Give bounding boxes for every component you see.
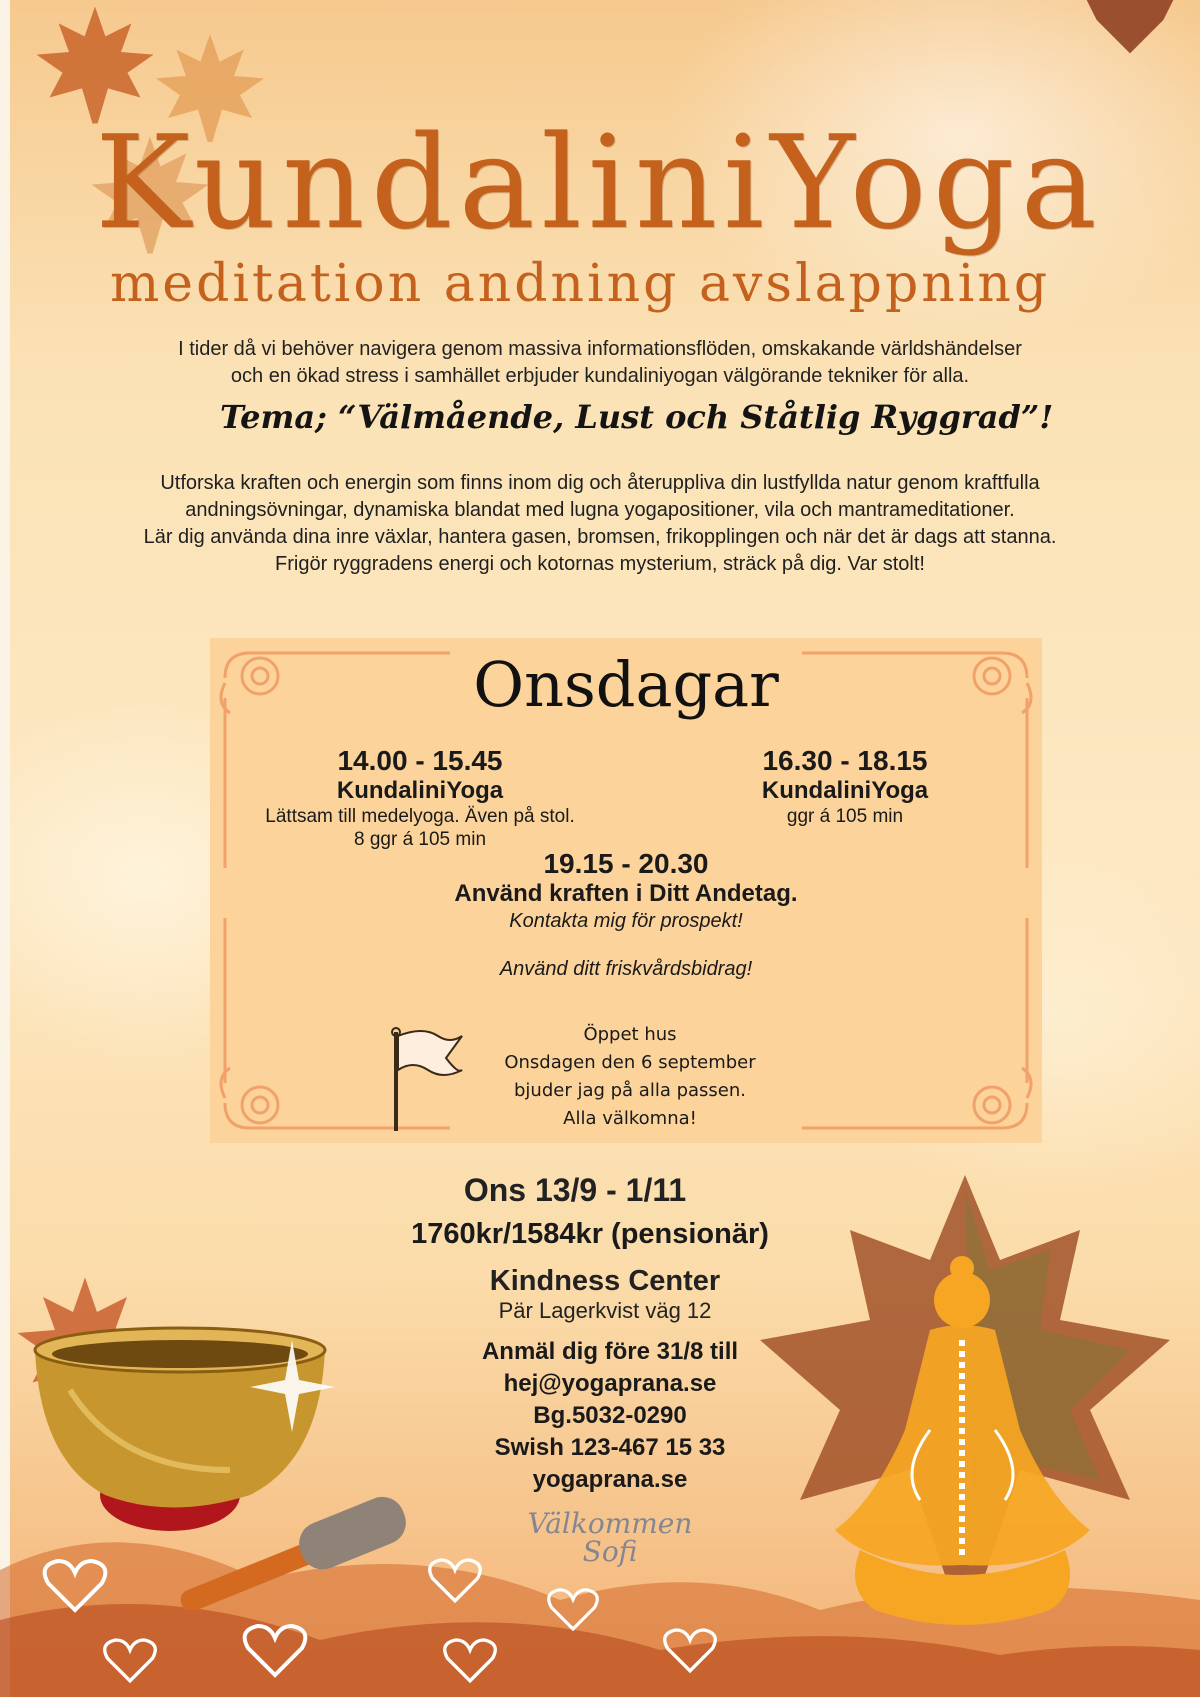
course-price: 1760kr/1584kr (pensionär): [411, 1218, 769, 1250]
open-house-line: Öppet hus: [583, 1024, 677, 1045]
open-house-note: [430, 1021, 830, 1133]
schedule-slot: [230, 745, 610, 851]
registration-deadline: Anmäl dig före 31/8 till: [481, 1338, 739, 1365]
slot-description: ggr á 105 min: [786, 806, 904, 827]
signature-line: Välkommen: [527, 1507, 693, 1540]
description-line: Lär dig använda dina inre växlar, hantera gasen, bromsen, frikopplingen och när det är dags att stanna.: [143, 526, 1057, 548]
heart-icon: [240, 1620, 310, 1680]
slot-name: Använd kraften i Ditt Andetag.: [454, 880, 798, 907]
page-left-border: [0, 0, 10, 1697]
venue-address: Pär Lagerkvist väg 12: [498, 1298, 712, 1323]
heart-icon: [100, 1635, 160, 1685]
heart-icon: [440, 1635, 500, 1685]
description-line: andningsövningar, dynamiska blandat med lugna yogapositioner, vila och mantrameditationer.: [185, 499, 1015, 521]
schedule-day: Onsdagar: [473, 648, 779, 721]
email-link[interactable]: hej@yogaprana.se: [503, 1370, 717, 1397]
schedule-slot: [360, 848, 892, 934]
swish-number: Swish 123-467 15 33: [494, 1434, 726, 1461]
slot-name: KundaliniYoga: [336, 777, 504, 804]
slot-name: KundaliniYoga: [761, 777, 929, 804]
voucher-note: Använd ditt friskvårdsbidrag!: [499, 958, 753, 980]
slot-description: Lättsam till medelyoga. Även på stol.: [265, 806, 575, 827]
slot-description: Kontakta mig för prospekt!: [509, 910, 743, 932]
page-title: KundaliniYoga: [95, 109, 1103, 258]
theme-heading: Tema; “Välmående, Lust och Ståtlig Ryggrad”!: [220, 398, 1054, 436]
course-dates: Ons 13/9 - 1/11: [463, 1172, 687, 1208]
slot-time: 19.15 - 20.30: [543, 848, 709, 879]
slot-time: 16.30 - 18.15: [762, 745, 928, 776]
description-line: Frigör ryggradens energi och kotornas mysterium, sträck på dig. Var stolt!: [275, 553, 925, 575]
bankgiro-number: Bg.5032-0290: [533, 1402, 687, 1429]
schedule-slot: [680, 745, 1010, 828]
slot-time: 14.00 - 15.45: [337, 745, 503, 776]
open-house-line: Onsdagen den 6 september: [504, 1052, 756, 1073]
page-subtitle: meditation andning avslappning: [110, 254, 1051, 314]
description-line: Utforska kraften och energin som finns inom dig och återuppliva din lustfyllda natur genom kraftfulla: [160, 472, 1040, 494]
website-link[interactable]: yogaprana.se: [532, 1466, 688, 1493]
venue-name: Kindness Center: [489, 1265, 721, 1297]
intro-line: I tider då vi behöver navigera genom massiva informationsflöden, omskakande världshändelser: [178, 338, 1022, 360]
heart-icon: [40, 1555, 110, 1615]
maple-leaf-icon: [1060, 0, 1200, 60]
open-house-line: Alla välkomna!: [563, 1108, 697, 1129]
intro-paragraph: [60, 336, 1140, 390]
slot-description: 8 ggr á 105 min: [353, 829, 487, 850]
signature-line: Sofi: [582, 1535, 638, 1568]
heart-icon: [545, 1585, 601, 1633]
schedule-card: [210, 638, 1042, 1143]
open-house-line: bjuder jag på alla passen.: [513, 1080, 746, 1101]
heart-icon: [425, 1555, 485, 1605]
description-paragraph: [60, 470, 1140, 578]
heart-icon: [660, 1625, 720, 1675]
meditating-figure-icon: [750, 1170, 1180, 1670]
intro-line: och en ökad stress i samhället erbjuder kundaliniyogan välgörande tekniker för alla.: [230, 365, 970, 387]
